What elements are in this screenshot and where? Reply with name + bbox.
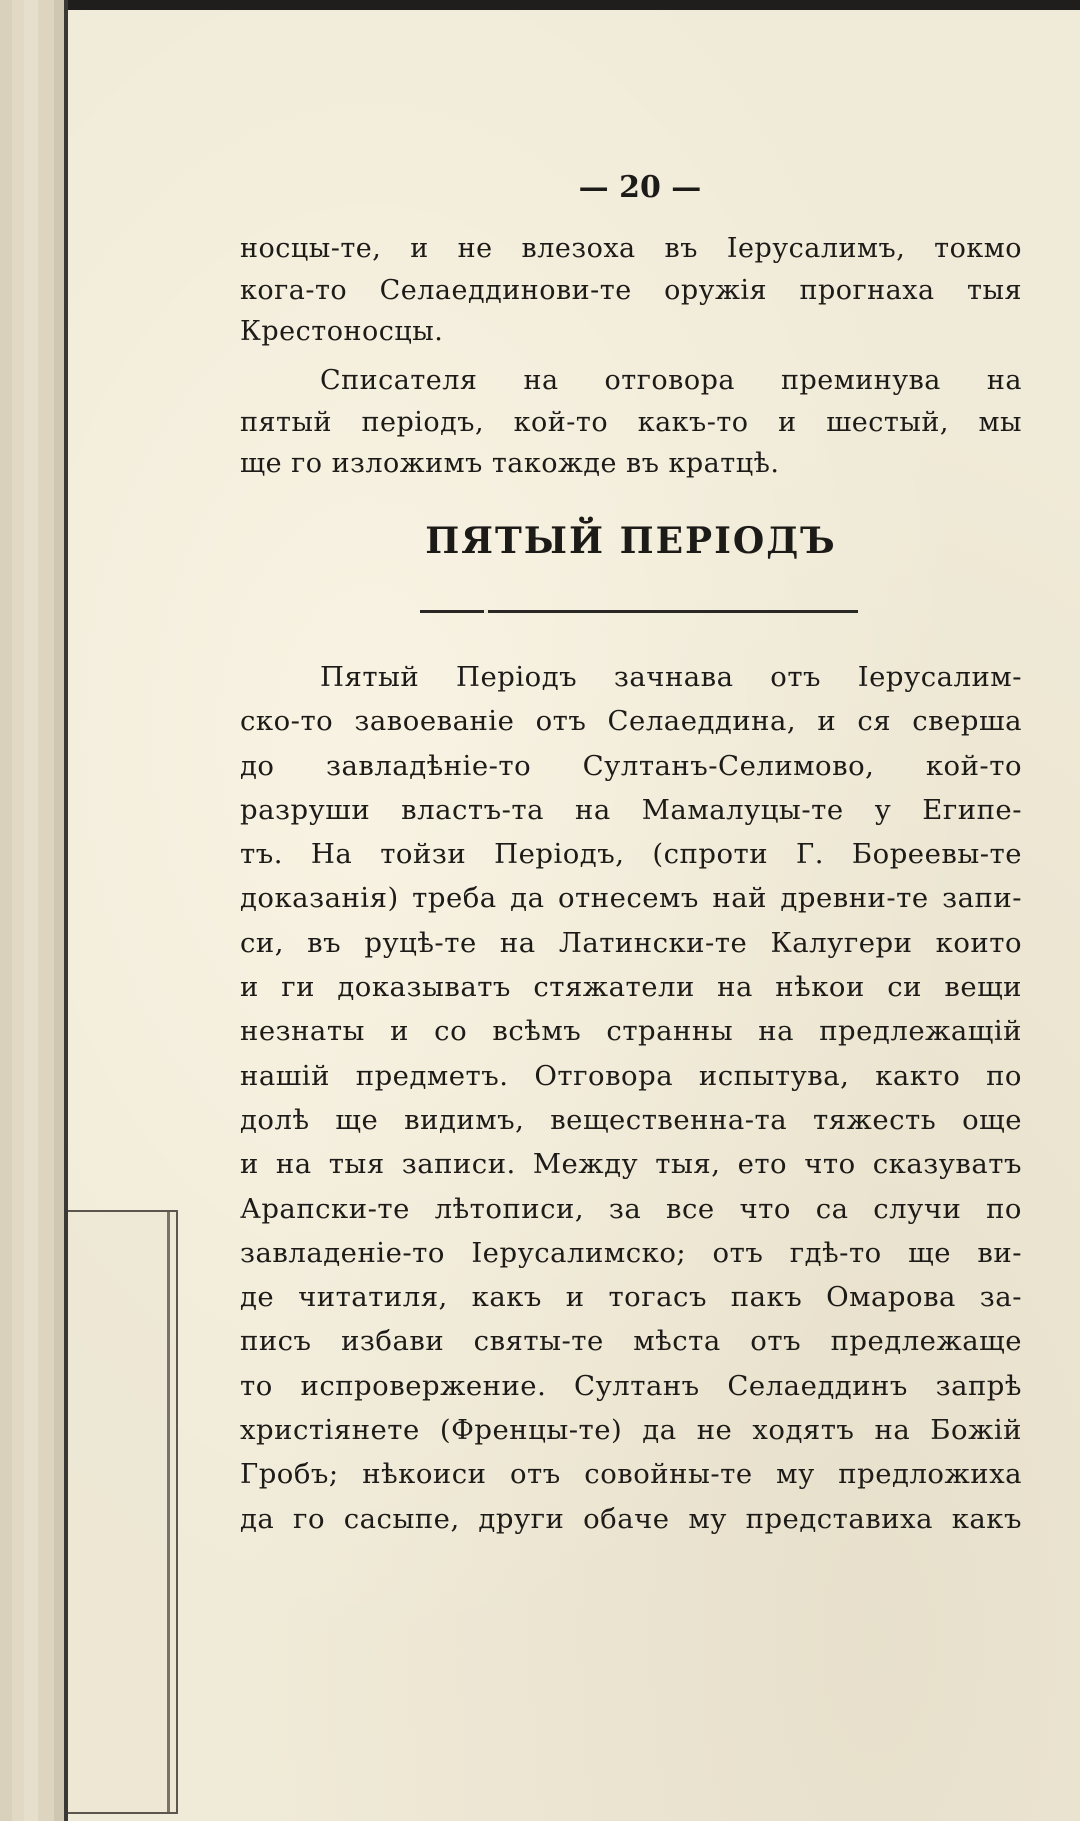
text-line: писъ избави святы-те мѣста отъ предлежаще xyxy=(240,1325,1022,1358)
text-line: долѣ ще видимъ, вещественна-та тяжесть още xyxy=(240,1103,1022,1136)
text-line: и ги доказыватъ стяжатели на нѣкои си вещи xyxy=(240,971,1022,1004)
text-line: Пятый Періодъ зачнава отъ Iерусалим- xyxy=(320,661,1022,693)
text-line: ще го изложимъ такожде въ кратцѣ. xyxy=(240,448,780,479)
scanner-clip xyxy=(68,1210,178,1814)
text-line: незнаты и со всѣмъ странны на предлежащій xyxy=(240,1015,1022,1048)
text-line: разруши властъ-та на Мамалуцы-те у Египе- xyxy=(240,793,1022,826)
text-line: христіянете (Френцы-те) да не ходятъ на Божій xyxy=(240,1414,1022,1447)
text-line: Списателя на отговора преминува на xyxy=(320,365,1022,396)
text-line: то испровержение. Султанъ Селаеддинъ запрѣ xyxy=(240,1369,1022,1402)
text-line: носцы-те, и не влезоха въ Iерусалимъ, токмо xyxy=(240,233,1022,264)
text-line: Арапски-те лѣтописи, за все что са случи по xyxy=(240,1192,1022,1225)
text-line: Крестоносцы. xyxy=(240,316,444,347)
page-number: — 20 — xyxy=(578,170,702,205)
page-edge xyxy=(24,0,39,1821)
section-divider xyxy=(420,610,858,613)
text-line: Гробъ; нѣкоиси отъ совойны-те му предложиха xyxy=(240,1458,1022,1491)
text-line: и на тыя записи. Между тыя, ето что сказуватъ xyxy=(240,1148,1022,1181)
text-line: доказанія) треба да отнесемъ най древни-те запи- xyxy=(240,882,1022,915)
text-line: де читатиля, какъ и тогасъ пакъ Омарова за- xyxy=(240,1281,1022,1314)
body-paragraph xyxy=(240,655,1022,1541)
text-line: завладеніе-то Iерусалимско; отъ гдѣ-то ще ви- xyxy=(240,1236,1022,1269)
top-paragraph xyxy=(240,228,1022,353)
text-line: нашій предметъ. Отговора испытува, както по xyxy=(240,1059,1022,1092)
page-edge xyxy=(38,0,55,1821)
text-line: до завладѣніе-то Султанъ-Селимово, кой-то xyxy=(240,749,1022,782)
text-line: тъ. На тойзи Періодъ, (спроти Г. Бореевы-те xyxy=(240,838,1022,871)
transition-paragraph xyxy=(240,360,1022,485)
text-line: кога-то Селаеддинови-те оружія прогнаха тыя xyxy=(240,274,1022,306)
text-line: да го сасыпе, други обаче му представиха какъ xyxy=(240,1502,1022,1535)
text-line: си, въ руцѣ-те на Латински-те Калугери които xyxy=(240,926,1022,959)
text-line: пятый періодъ, кой-то какъ-то и шестый, мы xyxy=(240,406,1022,438)
section-heading: ПЯТЫЙ ПЕРІОДЪ xyxy=(425,520,837,562)
text-line: ско-то завоеваніе отъ Селаеддина, и ся сверша xyxy=(240,705,1022,738)
